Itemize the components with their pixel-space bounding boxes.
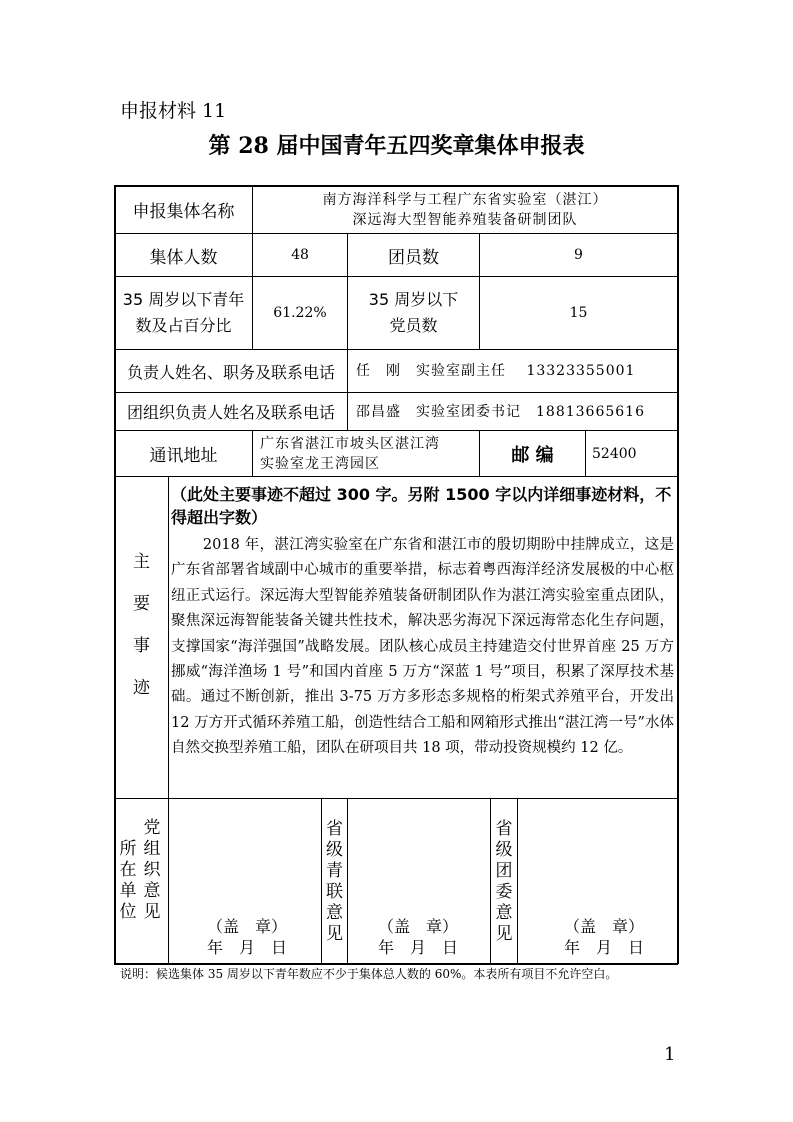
collective-name-line1: 南方海洋科学与工程广东省实验室（湛江） <box>322 191 608 208</box>
address-line2: 实验室龙王湾园区 <box>260 455 380 472</box>
league-member-label: 团员数 <box>388 247 439 268</box>
footnote: 说明：候选集体 35 周岁以下青年数应不少于集体总人数的 60%。本表所有项目不允许空白。 <box>120 967 618 981</box>
youth-ratio-label-line1: 35 周岁以下青年 <box>122 290 245 309</box>
member-count-value: 48 <box>291 247 309 263</box>
collective-name-label: 申报集体名称 <box>132 202 235 222</box>
league-leader-label: 团组织负责人姓名及联系电话 <box>126 403 335 422</box>
youth-ratio-label <box>115 277 252 349</box>
youth-ratio-label-line2: 数及占百分比 <box>135 316 232 335</box>
leader-label: 负责人姓名、职务及联系电话 <box>126 362 335 382</box>
unit-seal: （盖 章） <box>207 917 288 936</box>
league-committee-label: 省 级 团 委 意 见 <box>495 819 513 944</box>
league-committee-seal: （盖 章） <box>564 917 645 936</box>
member-count-label: 集体人数 <box>149 247 218 268</box>
main-deeds-note: （此处主要事迹不超过 300 字。另附 1500 字以内详细事迹材料，不得超出字数） <box>171 485 672 527</box>
address-label: 通讯地址 <box>149 446 218 466</box>
page-number: 1 <box>664 1044 676 1065</box>
material-label: 申报材料 11 <box>120 100 227 122</box>
address-line1: 广东省湛江市坡头区湛江湾 <box>260 435 440 452</box>
address-value <box>260 431 478 476</box>
leader-value: 任 刚 实验室副主任 13323355001 <box>356 363 636 379</box>
party-member-label-line2: 党员数 <box>389 316 438 335</box>
league-committee-date: 年 月 日 <box>564 938 645 957</box>
party-member-value: 15 <box>569 305 588 321</box>
youth-federation-label: 省 级 青 联 意 见 <box>326 819 343 944</box>
document-title: 第 28 届中国青年五四奖章集体申报表 <box>208 133 585 159</box>
league-member-value: 9 <box>574 247 583 263</box>
main-deeds-label: 主 要 事 迹 <box>133 552 150 698</box>
youth-ratio-value: 61.22% <box>273 305 327 321</box>
main-deeds-body: 2018 年，湛江湾实验室在广东省和湛江市的殷切期盼中挂牌成立，这是广东省部署省域副中心城市的重要举措，标志着粤西海洋经济发展极的中心枢纽正式运行。深远海大型智能养殖装备研制团队作为湛江湾实验室重点团队，聚焦深远海智能装备关键共性技术，解决恶劣海况下深远海常态化生存问题，支撑国家“海洋强国”战略发展。团队核心成员主持建造交付世界首座 25 万方挪威“海洋渔场 1 号”和国内首座 5 万方“深蓝 1 号”项目，积累了深厚技术基础。通过不断创新，推出 3-75 万方多形态多规格的桁架式养殖平台，开发出 12 万方开式循环养殖工船，创造性结合工船和网箱形式推出“湛江湾一号”水体自然交换型养殖工船，团队在研项目共 18 项，带动投资规模约 12 亿。 <box>171 537 674 757</box>
league-leader-value: 邵昌盛 实验室团委书记 18813665616 <box>356 403 645 420</box>
youth-federation-date: 年 月 日 <box>378 938 459 957</box>
youth-federation-seal: （盖 章） <box>378 917 459 936</box>
collective-name-value <box>253 186 677 233</box>
postcode-value: 52400 <box>592 445 637 462</box>
unit-label-col1: 所 在 单 位 <box>119 839 137 922</box>
unit-label-col2: 党 组 织 意 见 <box>143 818 161 922</box>
postcode-label: 邮 编 <box>511 444 554 466</box>
party-member-label-line1: 35 周岁以下 <box>368 290 459 309</box>
collective-name-line2: 深远海大型智能养殖装备研制团队 <box>352 211 578 228</box>
unit-date: 年 月 日 <box>207 938 288 957</box>
party-member-label <box>348 277 479 349</box>
